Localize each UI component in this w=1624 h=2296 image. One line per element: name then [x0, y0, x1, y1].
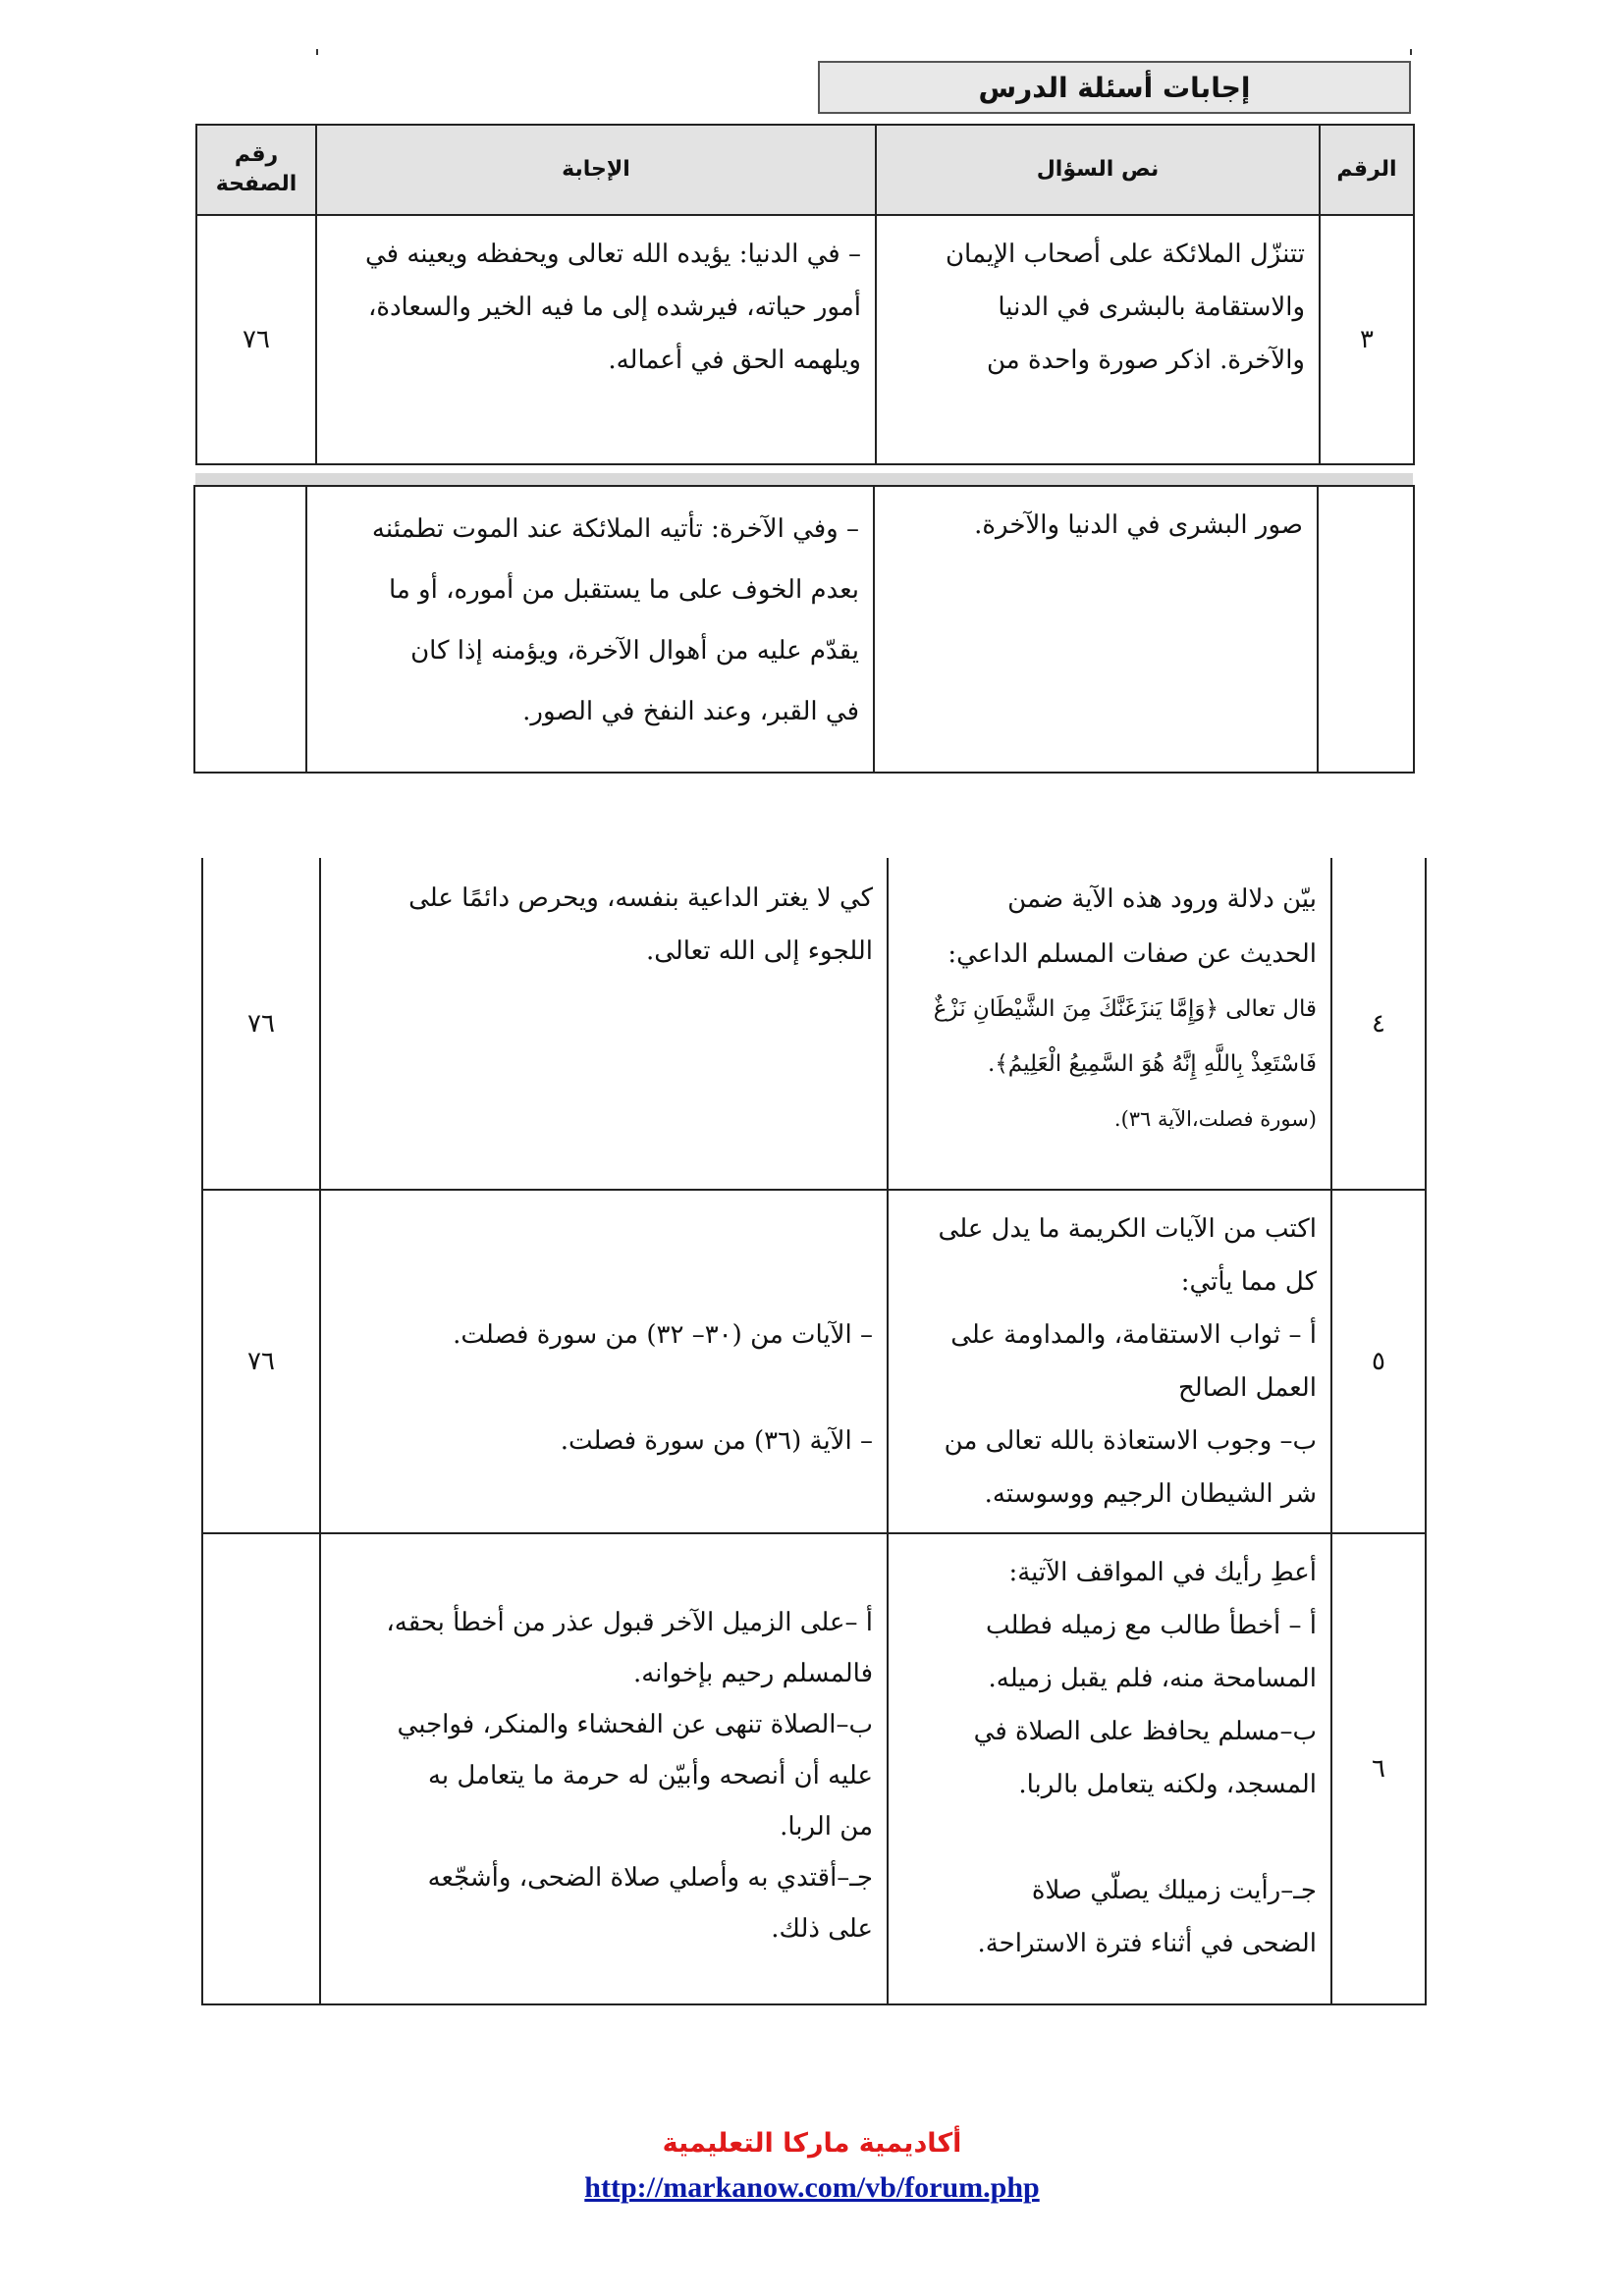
answer-line: على ذلك. [771, 1914, 873, 1944]
page-mark [316, 49, 318, 55]
header-page: رقم الصفحة [196, 125, 316, 215]
question-line: والاستقامة بالبشرى في الدنيا [998, 293, 1305, 322]
question-line: بيّن دلالة ورود هذه الآية ضمن [1007, 884, 1317, 914]
question-text [888, 1533, 1331, 2004]
question-line: الحديث عن صفات المسلم الداعي: [947, 939, 1317, 969]
answer-text [320, 1190, 888, 1533]
answer-line [335, 1546, 873, 1597]
header-num: الرقم [1320, 125, 1414, 215]
answers-table-2 [193, 485, 1415, 774]
answer-line: – في الدنيا: يؤيده الله تعالى ويحفظه ويعينه في [365, 240, 861, 269]
academy-name: أكاديمية ماركا التعليمية [662, 2128, 962, 2159]
header-row [196, 125, 1414, 215]
question-text [874, 486, 1318, 773]
question-text [888, 1190, 1331, 1533]
question-number: ٦ [1331, 1533, 1426, 2004]
question-line: أ – أخطأ طالب مع زميله فطلب [986, 1611, 1317, 1640]
header-answer: الإجابة [316, 125, 876, 215]
question-line: شر الشيطان الرجيم ووسوسته. [984, 1479, 1317, 1509]
table-row [196, 215, 1414, 464]
page-mark [1410, 49, 1412, 55]
question-line: جـ–رأيت زميلك يصلّي صلاة [1031, 1876, 1317, 1905]
page-title: إجابات أسئلة الدرس [818, 61, 1411, 114]
answer-line: عليه أن أنصحه وأبيّن له حرمة ما يتعامل به [427, 1761, 873, 1790]
question-line: المسجد، ولكنه يتعامل بالربا. [1018, 1770, 1317, 1799]
answer-line: – وفي الآخرة: تأتيه الملائكة عند الموت تطمئنه [371, 514, 859, 544]
question-line: صور البشرى في الدنيا والآخرة. [974, 510, 1303, 540]
question-line: الضحى في أثناء فترة الاستراحة. [977, 1929, 1317, 1958]
answer-line: كي لا يغتر الداعية بنفسه، ويحرص دائمًا على [408, 883, 873, 913]
table-row [202, 858, 1426, 1190]
answers-table-1 [195, 124, 1415, 465]
answer-line: – الآية (٣٦) من سورة فصلت. [560, 1426, 873, 1456]
question-number [1318, 486, 1414, 773]
answer-text [306, 486, 874, 773]
answer-line [335, 1362, 873, 1415]
answer-line [335, 1202, 873, 1255]
page-number: ٧٦ [202, 1190, 320, 1533]
answer-line: ويلهمه الحق في أعماله. [608, 346, 861, 375]
page-number: ٧٦ [202, 858, 320, 1190]
answer-line: – الآيات من (٣٠– ٣٢) من سورة فصلت. [453, 1320, 873, 1350]
quran-verse-line: قال تعالى ﴿وَإِمَّا يَنزَغَنَّكَ مِنَ الشَّيْطَانِ نَزْغٌ [933, 996, 1317, 1022]
answer-line: بعدم الخوف على ما يستقبل من أموره، أو ما [388, 575, 859, 605]
question-line: اكتب من الآيات الكريمة ما يدل على [938, 1214, 1317, 1244]
question-number: ٤ [1331, 858, 1426, 1190]
quran-verse-line: فَاسْتَعِذْ بِاللَّهِ إِنَّهُ هُوَ السَّمِيعُ الْعَلِيمُ﴾. [988, 1051, 1317, 1077]
question-line: العمل الصالح [1178, 1373, 1317, 1403]
answer-line: أ –على الزميل الآخر قبول عذر من أخطأ بحقه، [386, 1608, 873, 1637]
question-number: ٣ [1320, 215, 1414, 464]
forum-link-container [0, 2171, 1624, 2205]
answer-line: في القبر، وعند النفخ في الصور. [522, 697, 859, 726]
question-line: كل مما يأتي: [1180, 1267, 1317, 1297]
table-divider [195, 473, 1413, 485]
answer-line: أمور حياته، فيرشده إلى ما فيه الخير والسعادة، [367, 293, 861, 322]
answer-text [320, 1533, 888, 2004]
answer-line: يقدّم عليه من أهوال الآخرة، ويؤمنه إذا كان [410, 636, 859, 666]
question-line: أعطِ رأيك في المواقف الآتية: [1008, 1558, 1317, 1587]
page-number: ٧٦ [196, 215, 316, 464]
page-number [202, 1533, 320, 2004]
table-row [202, 1190, 1426, 1533]
question-line: والآخرة. اذكر صورة واحدة من [986, 346, 1305, 375]
question-line: أ – ثواب الاستقامة، والمداومة على [950, 1320, 1317, 1350]
page-number [194, 486, 306, 773]
question-line [902, 1811, 1317, 1864]
question-line: تتنزّل الملائكة على أصحاب الإيمان [945, 240, 1305, 269]
question-text [876, 215, 1320, 464]
table-row [202, 1533, 1426, 2004]
forum-link[interactable]: http://markanow.com/vb/forum.php [584, 2171, 1040, 2204]
table-row [194, 486, 1414, 773]
question-line: ب– وجوب الاستعاذة بالله تعالى من [944, 1426, 1317, 1456]
answer-line: من الربا. [780, 1812, 873, 1842]
header-question: نص السؤال [876, 125, 1320, 215]
question-number: ٥ [1331, 1190, 1426, 1533]
question-text [888, 858, 1331, 1190]
answers-table-3 [201, 858, 1427, 2005]
answer-line: فالمسلم رحيم بإخوانه. [632, 1659, 873, 1688]
question-line: ب–مسلم يحافظ على الصلاة في [973, 1717, 1317, 1746]
answer-text [320, 858, 888, 1190]
answer-line: ب–الصلاة تنهى عن الفحشاء والمنكر، فواجبي [397, 1710, 873, 1739]
verse-reference: (سورة فصلت،الآية ٣٦). [1113, 1107, 1317, 1131]
answer-line: جـ–أقتدي به وأصلي صلاة الضحى، وأشجّعه [427, 1863, 873, 1893]
answer-text [316, 215, 876, 464]
question-line: المسامحة منه، فلم يقبل زميله. [988, 1664, 1317, 1693]
answer-line [335, 1255, 873, 1308]
answer-line: اللجوء إلى الله تعالى. [645, 936, 873, 966]
